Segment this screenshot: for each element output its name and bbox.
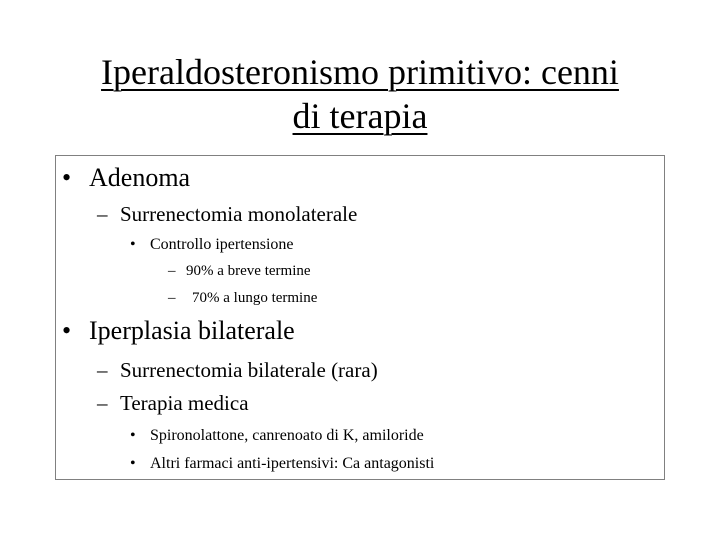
sub-bullet-surrenectomia-bilaterale — [97, 358, 378, 383]
bullet-adenoma — [62, 163, 190, 193]
sub-bullet-text: Terapia medica — [120, 391, 249, 415]
bullet-text: Iperplasia bilaterale — [89, 316, 295, 345]
sub-sub-bullet-text: Spironolattone, canrenoato di K, amiloride — [150, 427, 424, 444]
level4-item-breve — [168, 263, 311, 280]
sub-bullet-surrenectomia-monolaterale — [97, 202, 357, 227]
dash-marker: – — [97, 202, 108, 226]
bullet-marker: • — [130, 236, 136, 253]
dash-marker: – — [97, 391, 108, 415]
title-line-1: Iperaldosteronismo primitivo: cenni — [101, 52, 619, 92]
slide-title — [40, 50, 680, 138]
sub-bullet-terapia-medica — [97, 391, 249, 416]
title-line-2: di terapia — [292, 96, 428, 136]
bullet-marker: • — [62, 163, 72, 192]
bullet-marker: • — [62, 316, 72, 345]
bullet-marker: • — [130, 427, 136, 444]
sub-sub-bullet-controllo-ipertensione — [130, 236, 294, 254]
level4-item-lungo — [168, 290, 317, 307]
level4-text: 90% a breve termine — [186, 263, 311, 279]
dash-marker: – — [97, 358, 108, 382]
sub-sub-bullet-text: Controllo ipertensione — [150, 236, 294, 253]
level4-text: 70% a lungo termine — [192, 290, 318, 306]
bullet-iperplasia-bilaterale — [62, 316, 295, 346]
bullet-text: Adenoma — [89, 163, 191, 192]
sub-bullet-text: Surrenectomia monolaterale — [120, 202, 358, 226]
sub-sub-bullet-spironolattone — [130, 427, 424, 445]
dash-marker: – — [168, 263, 176, 279]
sub-sub-bullet-text: Altri farmaci anti-ipertensivi: Ca antagonisti — [150, 455, 435, 472]
sub-bullet-text: Surrenectomia bilaterale (rara) — [120, 358, 378, 382]
dash-marker: – — [168, 290, 176, 306]
sub-sub-bullet-altri-farmaci — [130, 455, 434, 473]
bullet-marker: • — [130, 455, 136, 472]
